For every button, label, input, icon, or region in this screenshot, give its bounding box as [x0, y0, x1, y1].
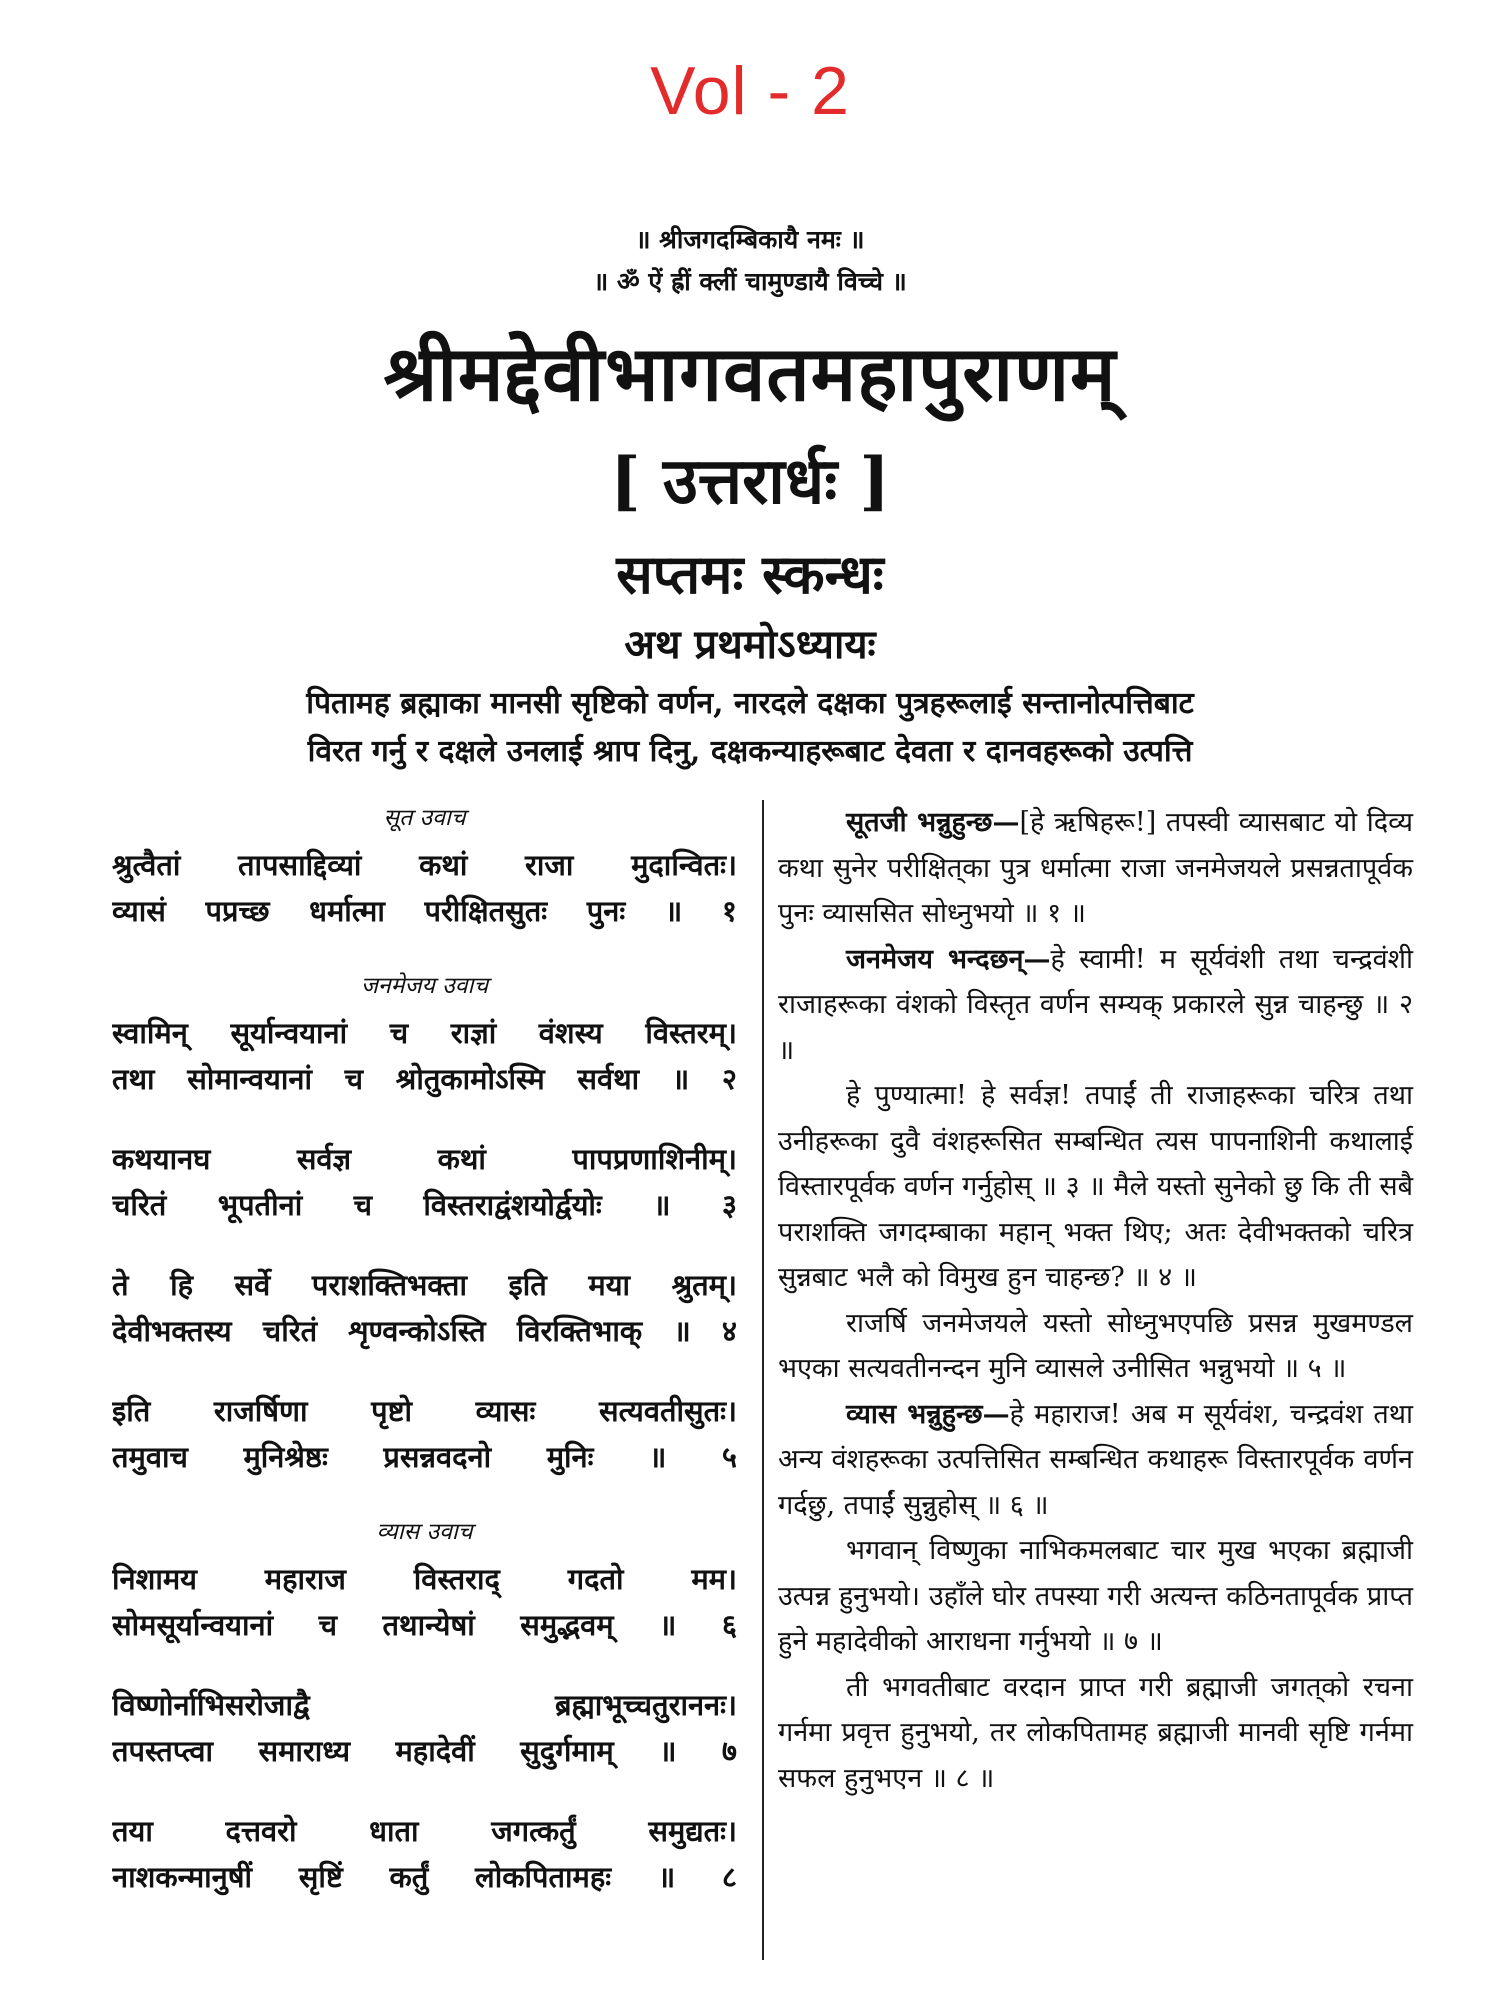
page-title: श्रीमद्देवीभागवतमहापुराणम् [383, 329, 1117, 418]
verse-line: चरितं भूपतीनां च विस्तराद्वंशयोर्द्वयोः ॥ ३ [112, 1188, 737, 1222]
para-text: हे स्वामी! म सूर्यवंशी तथा चन्द्रवंशी राजाहरूका वंशको विस्तृत वर्णन सम्यक् प्रकारले सुन्न चाहन्छु ॥ २ ॥ [778, 943, 1413, 1066]
verse-line: कथयानघ सर्वज्ञ कथां पापप्रणाशिनीम्। [112, 1142, 737, 1176]
verse-line: तथा सोमान्वयानां च श्रोतुकामोऽस्मि सर्वथा ॥ २ [112, 1062, 737, 1096]
speaker-suta: सूत उवाच [383, 805, 466, 831]
verse-line: नाशकन्मानुषीं सृष्टिं कर्तुं लोकपितामहः ॥ ८ [112, 1860, 737, 1894]
invocation-1: ॥ श्रीजगदम्बिकायै नमः ॥ [635, 225, 865, 254]
speaker-vyasa-nepali: व्यास भन्नुहुन्छ— [846, 1398, 1010, 1430]
translation-para-3: हे पुण्यात्मा! हे सर्वज्ञ! तपाईं ती राजाहरूका चरित्र तथा उनीहरूका दुवै वंशहरूसित सम्बन्धित त्यस पापनाशिनी कथालाई विस्तारपूर्वक वर्णन गर्नुहोस् ॥ ३ ॥ मैले यस्तो सुनेको छु कि ती सबै पराशक्ति जगदम्बाका महान् भक्त थिए; अतः देवीभक्तको चरित्र सुन्नबाट भलै को विमुख हुन चाहन्छ? ॥ ४ ॥ [778, 1080, 1413, 1293]
column-divider [762, 800, 764, 1960]
verse-line: देवीभक्तस्य चरितं शृण्वन्कोऽस्ति विरक्तिभाक् ॥ ४ [112, 1314, 737, 1348]
verse-line: सोमसूर्यान्वयानां च तथान्येषां समुद्भवम् ॥ ६ [112, 1608, 737, 1642]
verse-5 [112, 1388, 737, 1480]
adhyaya-heading: अथ प्रथमोऽध्यायः [624, 621, 876, 668]
translation-para-7: ती भगवतीबाट वरदान प्राप्त गरी ब्रह्माजी जगत्‌को रचना गर्नमा प्रवृत्त हुनुभयो, तर लोकपितामह ब्रह्माजी मानवी सृष्टि गर्नमा सफल हुनुभएन ॥ ८ ॥ [778, 1671, 1413, 1794]
para-text: [हे ऋषिहरू!] तपस्वी व्यासबाट यो दिव्य कथा सुनेर परीक्षित्‌का पुत्र धर्मात्मा राजा जनमेजयले प्रसन्नतापूर्वक पुनः व्याससित सोध्नुभयो ॥ १ ॥ [778, 807, 1413, 929]
verse-line: इति राजर्षिणा पृष्टो व्यासः सत्यवतीसुतः। [112, 1394, 737, 1428]
verse-line: व्यासं पप्रच्छ धर्मात्मा परीक्षितसुतः पुनः ॥ १ [112, 894, 737, 928]
verse-4 [112, 1262, 737, 1354]
sanskrit-column [112, 800, 737, 1934]
speaker-janamejaya: जनमेजय उवाच [360, 973, 489, 999]
verse-3 [112, 1136, 737, 1228]
verse-line: श्रुत्वैतां तापसाद्दिव्यां कथां राजा मुदान्वितः। [112, 848, 737, 882]
translation-para-4: राजर्षि जनमेजयले यस्तो सोध्नुभएपछि प्रसन्न मुखमण्डल भएका सत्यवतीनन्दन मुनि व्यासले उनीसित भन्नुभयो ॥ ५ ॥ [778, 1307, 1413, 1384]
nepali-column [778, 800, 1413, 1801]
speaker-vyasa: व्यास उवाच [376, 1519, 473, 1545]
verse-line: तया दत्तवरो धाता जगत्कर्तुं समुद्यतः। [112, 1814, 737, 1848]
page-subtitle: [ उत्तरार्धः ] [610, 444, 890, 519]
invocation-2: ॥ ॐ ऐं ह्रीं क्लीं चामुण्डायै विच्चे ॥ [593, 267, 907, 296]
skandha-heading: सप्तमः स्कन्धः [616, 542, 884, 606]
chapter-summary [130, 680, 1370, 776]
translation-para-6: भगवान् विष्णुका नाभिकमलबाट चार मुख भएका ब्रह्माजी उत्पन्न हुनुभयो। उहाँले घोर तपस्या गरी अत्यन्त कठिनतापूर्वक प्राप्त हुने महादेवीको आराधना गर्नुभयो ॥ ७ ॥ [778, 1535, 1413, 1657]
verse-line: स्वामिन् सूर्यान्वयानां च राज्ञां वंशस्य विस्तरम्। [112, 1016, 737, 1050]
verse-1 [112, 842, 737, 934]
verse-2 [112, 1010, 737, 1102]
translation-para-5 [778, 1392, 1413, 1529]
translation-para-2 [778, 937, 1413, 1074]
verse-line: ते हि सर्वे पराशक्तिभक्ता इति मया श्रुतम्। [112, 1268, 737, 1302]
verse-line: निशामय महाराज विस्तराद् गदतो मम। [112, 1562, 737, 1596]
para-text: हे महाराज! अब म सूर्यवंश, चन्द्रवंश तथा अन्य वंशहरूका उत्पत्तिसित सम्बन्धित कथाहरू विस्तारपूर्वक वर्णन गर्दछु, तपाईं सुन्नुहोस् ॥ ६ ॥ [778, 1398, 1413, 1521]
volume-label: Vol - 2 [650, 53, 850, 129]
verse-line: विष्णोर्नाभिसरोजाद्वै ब्रह्माभूच्चतुराननः। [112, 1688, 737, 1722]
summary-line-1: पितामह ब्रह्माका मानसी सृष्टिको वर्णन, नारदले दक्षका पुत्रहरूलाई सन्तानोत्पत्तिबाट [306, 686, 1194, 721]
summary-line-2: विरत गर्नु र दक्षले उनलाई श्राप दिनु, दक्षकन्याहरूबाट देवता र दानवहरूको उत्पत्ति [307, 734, 1193, 769]
speaker-janamejaya-nepali: जनमेजय भन्दछन्— [846, 943, 1051, 975]
speaker-suta-nepali: सूतजी भन्नुहुन्छ— [846, 807, 1020, 838]
verse-line: तपस्तप्त्वा समाराध्य महादेवीं सुदुर्गमाम् ॥ ७ [112, 1734, 737, 1768]
verse-7 [112, 1682, 737, 1774]
verse-6 [112, 1556, 737, 1648]
verse-8 [112, 1808, 737, 1900]
translation-para-1 [778, 800, 1413, 937]
verse-line: तमुवाच मुनिश्रेष्ठः प्रसन्नवदनो मुनिः ॥ ५ [112, 1440, 737, 1474]
